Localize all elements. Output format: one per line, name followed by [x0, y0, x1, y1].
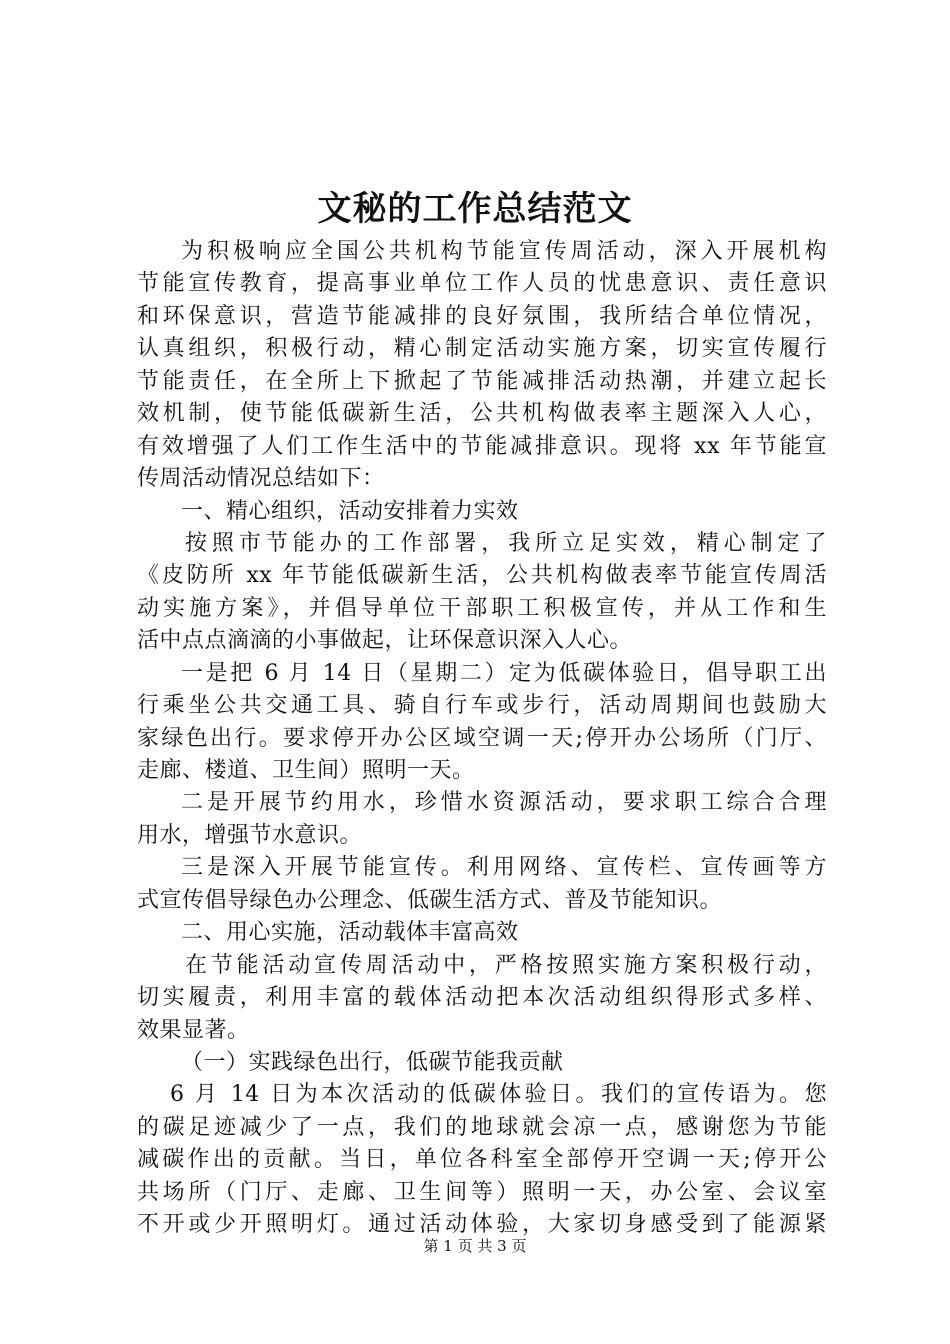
body-text-line: 行乘坐公共交通工具、骑自行车或步行，活动周期间也鼓励大 [137, 693, 827, 719]
body-text-line: 二、用心实施，活动载体丰富高效 [181, 920, 519, 946]
body-text-line: 效机制，使节能低碳新生活，公共机构做表率主题深入人心， [137, 401, 827, 427]
body-text-line: 一是把 6 月 14 日（星期二）定为低碳体验日，倡导职工出 [181, 660, 827, 686]
body-text-line: 和环保意识，营造节能减排的良好氛围，我所结合单位情况， [137, 303, 827, 329]
body-text-line: 三是深入开展节能宣传。利用网络、宣传栏、宣传画等方 [181, 855, 827, 881]
body-text-line: 活中点点滴滴的小事做起，让环保意识深入人心。 [137, 628, 633, 654]
body-text-line: 节能责任，在全所上下掀起了节能减排活动热潮，并建立起长 [137, 368, 827, 394]
body-text-line: 动实施方案》，并倡导单位干部职工积极宣传，并从工作和生 [137, 595, 827, 621]
body-text-line: 传周活动情况总结如下： [137, 466, 385, 492]
body-text-line: 减碳作出的贡献。当日，单位各科室全部停开空调一天;停开公 [137, 1147, 827, 1173]
body-text-line: 共场所（门厅、走廊、卫生间等）照明一天，办公室、会议室 [137, 1179, 827, 1205]
page-footer: 第 1 页 共 3 页 [423, 1237, 527, 1255]
body-text-line: 在节能活动宣传周活动中，严格按照实施方案积极行动， [185, 952, 827, 978]
body-text-line: 家绿色出行。要求停开办公区域空调一天;停开办公场所（门厅、 [137, 725, 827, 751]
body-text-line: 有效增强了人们工作生活中的节能减排意识。现将 xx 年节能宣 [137, 433, 827, 459]
body-text-line: 按照市节能办的工作部署，我所立足实效，精心制定了 [185, 530, 827, 556]
document-body [137, 236, 827, 1242]
body-text-line: 6 月 14 日为本次活动的低碳体验日。我们的宣传语为。您 [170, 1082, 827, 1108]
body-text-line: 为积极响应全国公共机构节能宣传周活动，深入开展机构 [181, 239, 827, 264]
body-text-line: 切实履责，利用丰富的载体活动把本次活动组织得形式多样、 [137, 985, 827, 1011]
body-text-line: 走廊、楼道、卫生间）照明一天。 [137, 758, 475, 783]
body-text-line: 二是开展节约用水，珍惜水资源活动，要求职工综合合理 [181, 790, 827, 816]
body-text-line: 一、精心组织，活动安排着力实效 [181, 498, 519, 524]
body-text-line: 的碳足迹减少了一点，我们的地球就会凉一点，感谢您为节能 [137, 1114, 827, 1140]
body-text-line: 用水，增强节水意识。 [137, 822, 363, 848]
body-text-line: 节能宣传教育，提高事业单位工作人员的忧患意识、责任意识 [137, 271, 827, 297]
body-text-line: 认真组织，积极行动，精心制定活动实施方案，切实宣传履行 [137, 336, 827, 362]
body-text-line: 式宣传倡导绿色办公理念、低碳生活方式、普及节能知识。 [137, 887, 723, 913]
body-text-line: 不开或少开照明灯。通过活动体验，大家切身感受到了能源紧 [137, 1212, 827, 1238]
body-text-line: 效果显著。 [137, 1017, 250, 1043]
body-text-line: 《皮防所 xx 年节能低碳新生活，公共机构做表率节能宣传周活 [137, 563, 827, 589]
document-title: 文秘的工作总结范文 [317, 189, 633, 229]
body-text-line: （一）实践绿色出行，低碳节能我贡献 [181, 1049, 564, 1075]
